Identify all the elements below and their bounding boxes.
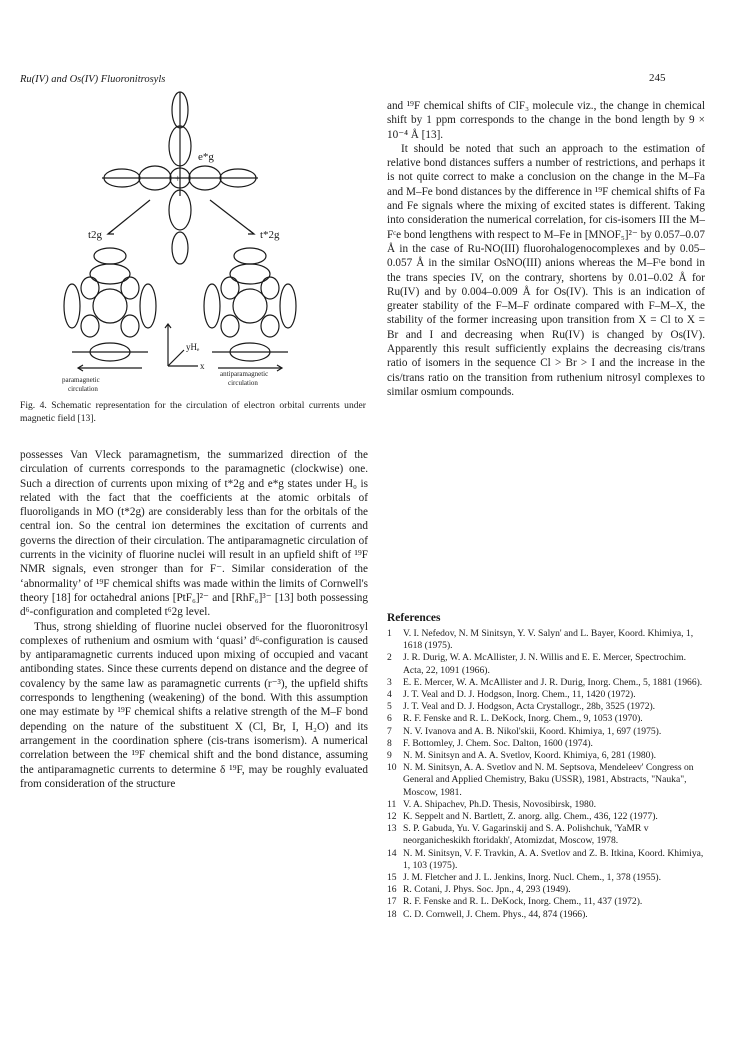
paragraph: possesses Van Vleck paramagnetism, the summarized direction of the circulation of currents corresponds to the paramagnetic (clockwise) one. Such a direction of currents upon mixing of t*2g and e*g states under H₀ is related with the fact that the coefficients at the atomic orbitals of fluoroligands in MO (t*2g) are considerably less than for the orbitals of the central ion. So the central ion determines the excitation of currents and governs the direction of their circulation. The antiparamagnetic circulation of currents in the vicinity of fluorine nuclei will result in an upfield shift of ¹⁹F NMR signals, even stronger than for F⁻. Similar consideration of the ‘abnormality’ of ¹⁹F chemical shifts was made within the limits of Cornwell's theory [18] for octahedral anions [PtF₆]²⁻ and [RhF₆]³⁻ [13] both possessing d⁶-configuration and completed t⁶2g level. xyxy=(20,449,368,619)
paragraph: It should be noted that such an approach to the estimation of relative bond distances suffers a number of restrictions, and perhaps it is not quite correct to make a conclusion on the change in the M–Fa and M–Fe bond distances by the difference in ¹⁹F chemical shifts of Fa and Fe signals where the mixing of excited states is different. Taking into consideration the numerical correlation, for cis-isomers III the M–Fᶜe bond lengthens with respect to M–Fe in [MNOF₅]²⁻ by 0.057–0.07 Å in the case of Ru-NO(III) fluorohalogenocomplexes and by 0.05–0.057 Å in the similar OsNO(III) anions whereas the M–Fᵗe bond in the trans species IV, on the contrary, shortens by 0.01–0.02 Å for Ru(IV) and by 0.004–0.009 Å for Os(IV). This is an indication of greater stability of the F–M–F ordinate compared with F–M–X, the stability of the former increasing upon transition from X = Cl to X = Br and I and decreasing when Ru(IV) is changed by Os(IV). Apparently this result sufficiently explains the decreasing cis/trans ratio of isomers in the sequence Cl > Br > I and the increase in the cis/trans ratio on the transition from ruthenium nitrosyl complexes to similar osmium compounds. xyxy=(387,142,705,398)
t2g-orbital-right xyxy=(204,248,296,371)
figure-caption: Fig. 4. Schematic representation for the circulation of electron orbital currents under magnetic field [13]. xyxy=(20,400,366,424)
y-axis-label: yHₑ xyxy=(186,342,200,352)
reference-text: J. R. Durig, W. A. McAllister, J. N. Willis and E. E. Mercer, Spectrochim. Acta, 22, 1091 (1966). xyxy=(403,652,686,676)
reference-number: 16 xyxy=(387,884,397,896)
reference-text: S. P. Gabuda, Yu. V. Gagarinskij and S. A. Polishchuk, 'YaMR v neorganicheskikh ftoridakh', Atomizdat, Moscow, 1978. xyxy=(403,823,649,847)
reference-item xyxy=(387,872,705,884)
paragraph: and ¹⁹F chemical shifts of ClF₃ molecule viz., the change in chemical shift by 1 ppm corresponds to the change in the bond length by 9 × 10⁻⁴ Å [13]. xyxy=(387,100,705,141)
reference-number: 13 xyxy=(387,823,397,835)
x-axis-label: x xyxy=(200,361,205,371)
reference-item xyxy=(387,811,705,823)
orbital-figure xyxy=(50,88,320,393)
reference-item xyxy=(387,750,705,762)
reference-text: N. M. Sinitsyn and A. A. Svetlov, Koord. Khimiya, 6, 281 (1980). xyxy=(403,750,657,762)
paragraph: Thus, strong shielding of fluorine nuclei observed for the fluoronitrosyl complexes of ruthenium and osmium with ‘quasi’ d⁶-configuration is caused by antiparamagnetic currents induced upon mixing of occupied and vacant antibonding states. Since these currents depend on distance and the degree of covalency by the same law as paramagnetic currents (r⁻³), the upfield shifts corresponds to lengthening (weakening) of the bond. With this assumption one may estimate by ¹⁹F chemical shifts a relative strength of the M–F bond depending on the nature of the substituent X (Cl, Br, I, H₂O) and its arrangement in the coordination sphere (cis-trans isomerism). A numerical correlation between the ¹⁹F chemical shift and the bond distance, assuming the antiparamagnetic currents to determine δ ¹⁹F, may be roughly evaluated from consideration of the structure xyxy=(20,620,368,790)
reference-text: N. V. Ivanova and A. B. Nikol'skii, Koord. Khimiya, 1, 697 (1975). xyxy=(403,725,662,737)
reference-text: J. T. Veal and D. J. Hodgson, Acta Crystallogr., 28b, 3525 (1972). xyxy=(403,701,656,713)
reference-text: N. M. Sinitsyn, V. F. Travkin, A. A. Svetlov and Z. B. Itkina, Koord. Khimiya, 1, 103 (1975). xyxy=(403,847,704,871)
reference-number: 15 xyxy=(387,872,397,884)
reference-item xyxy=(387,677,705,689)
running-title: Ru(IV) and Os(IV) Fluoronitrosyls xyxy=(20,74,166,85)
references-list xyxy=(387,628,705,921)
right-column xyxy=(387,99,705,399)
reference-number: 17 xyxy=(387,896,397,908)
circulation-right-label: circulation xyxy=(228,379,258,387)
reference-text: E. E. Mercer, W. A. McAllister and J. R. Durig, Inorg. Chem., 5, 1881 (1966). xyxy=(403,676,703,688)
reference-text: R. F. Fenske and R. L. DeKock, Inorg. Chem., 9, 1053 (1970). xyxy=(403,713,643,725)
reference-text: C. D. Cornwell, J. Chem. Phys., 44, 874 (1966). xyxy=(403,908,588,920)
reference-item xyxy=(387,701,705,713)
reference-number: 1 xyxy=(387,628,392,639)
reference-number: 5 xyxy=(387,701,392,713)
reference-number: 2 xyxy=(387,652,392,664)
t2g-orbital-left xyxy=(64,248,156,371)
reference-number: 18 xyxy=(387,908,397,920)
reference-number: 10 xyxy=(387,762,397,774)
reference-item xyxy=(387,738,705,750)
reference-text: R. F. Fenske and R. L. DeKock, Inorg. Chem., 11, 437 (1972). xyxy=(403,896,643,908)
plus-sign: + xyxy=(175,174,181,185)
reference-number: 14 xyxy=(387,847,397,859)
reference-item xyxy=(387,884,705,896)
reference-item xyxy=(387,848,705,872)
reference-text: V. I. Nefedov, N. M Sinitsyn, Y. V. Salyn' and L. Bayer, Koord. Khimiya, 1, 1618 (1975). xyxy=(403,628,694,652)
page-number: 245 xyxy=(649,72,666,84)
reference-number: 12 xyxy=(387,811,397,823)
reference-text: F. Bottomley, J. Chem. Soc. Dalton, 1600 (1974). xyxy=(403,737,593,749)
t2g-left-label: t2g xyxy=(88,229,103,241)
reference-number: 9 xyxy=(387,750,392,762)
reference-text: N. M. Sinitsyn, A. A. Svetlov and N. M. Septsova, Mendeleev' Congress on General and Applied Chemistry, Baku (USSR), 1981, Abstracts, "Nauka", Moscow, 1981. xyxy=(403,762,694,798)
circulation-left-label: circulation xyxy=(68,385,98,393)
reference-item xyxy=(387,628,705,652)
reference-text: J. M. Fletcher and J. L. Jenkins, Inorg. Nucl. Chem., 1, 378 (1955). xyxy=(403,872,662,884)
reference-item xyxy=(387,713,705,725)
reference-number: 4 xyxy=(387,689,392,701)
left-column xyxy=(20,448,368,791)
paramagnetic-label: paramagnetic xyxy=(62,376,100,384)
reference-item xyxy=(387,762,705,799)
reference-text: K. Seppelt and N. Bartlett, Z. anorg. allg. Chem., 436, 122 (1977). xyxy=(403,811,658,823)
reference-item xyxy=(387,909,705,921)
references-heading: References xyxy=(387,612,441,624)
reference-text: J. T. Veal and D. J. Hodgson, Inorg. Chem., 11, 1420 (1972). xyxy=(403,689,636,701)
reference-item xyxy=(387,689,705,701)
reference-item xyxy=(387,823,705,847)
reference-item xyxy=(387,896,705,908)
reference-text: R. Cotani, J. Phys. Soc. Jpn., 4, 293 (1949). xyxy=(403,884,571,896)
reference-number: 3 xyxy=(387,676,392,688)
t2g-right-label: t*2g xyxy=(260,229,280,241)
reference-number: 6 xyxy=(387,713,392,725)
eg-label: e*g xyxy=(198,151,214,163)
reference-number: 7 xyxy=(387,725,392,737)
reference-number: 8 xyxy=(387,737,392,749)
reference-item xyxy=(387,652,705,676)
reference-item xyxy=(387,799,705,811)
reference-text: V. A. Shipachev, Ph.D. Thesis, Novosibirsk, 1980. xyxy=(403,798,597,810)
reference-item xyxy=(387,726,705,738)
antiparamagnetic-label: antiparamagnetic xyxy=(220,370,269,378)
reference-number: 11 xyxy=(387,798,397,810)
